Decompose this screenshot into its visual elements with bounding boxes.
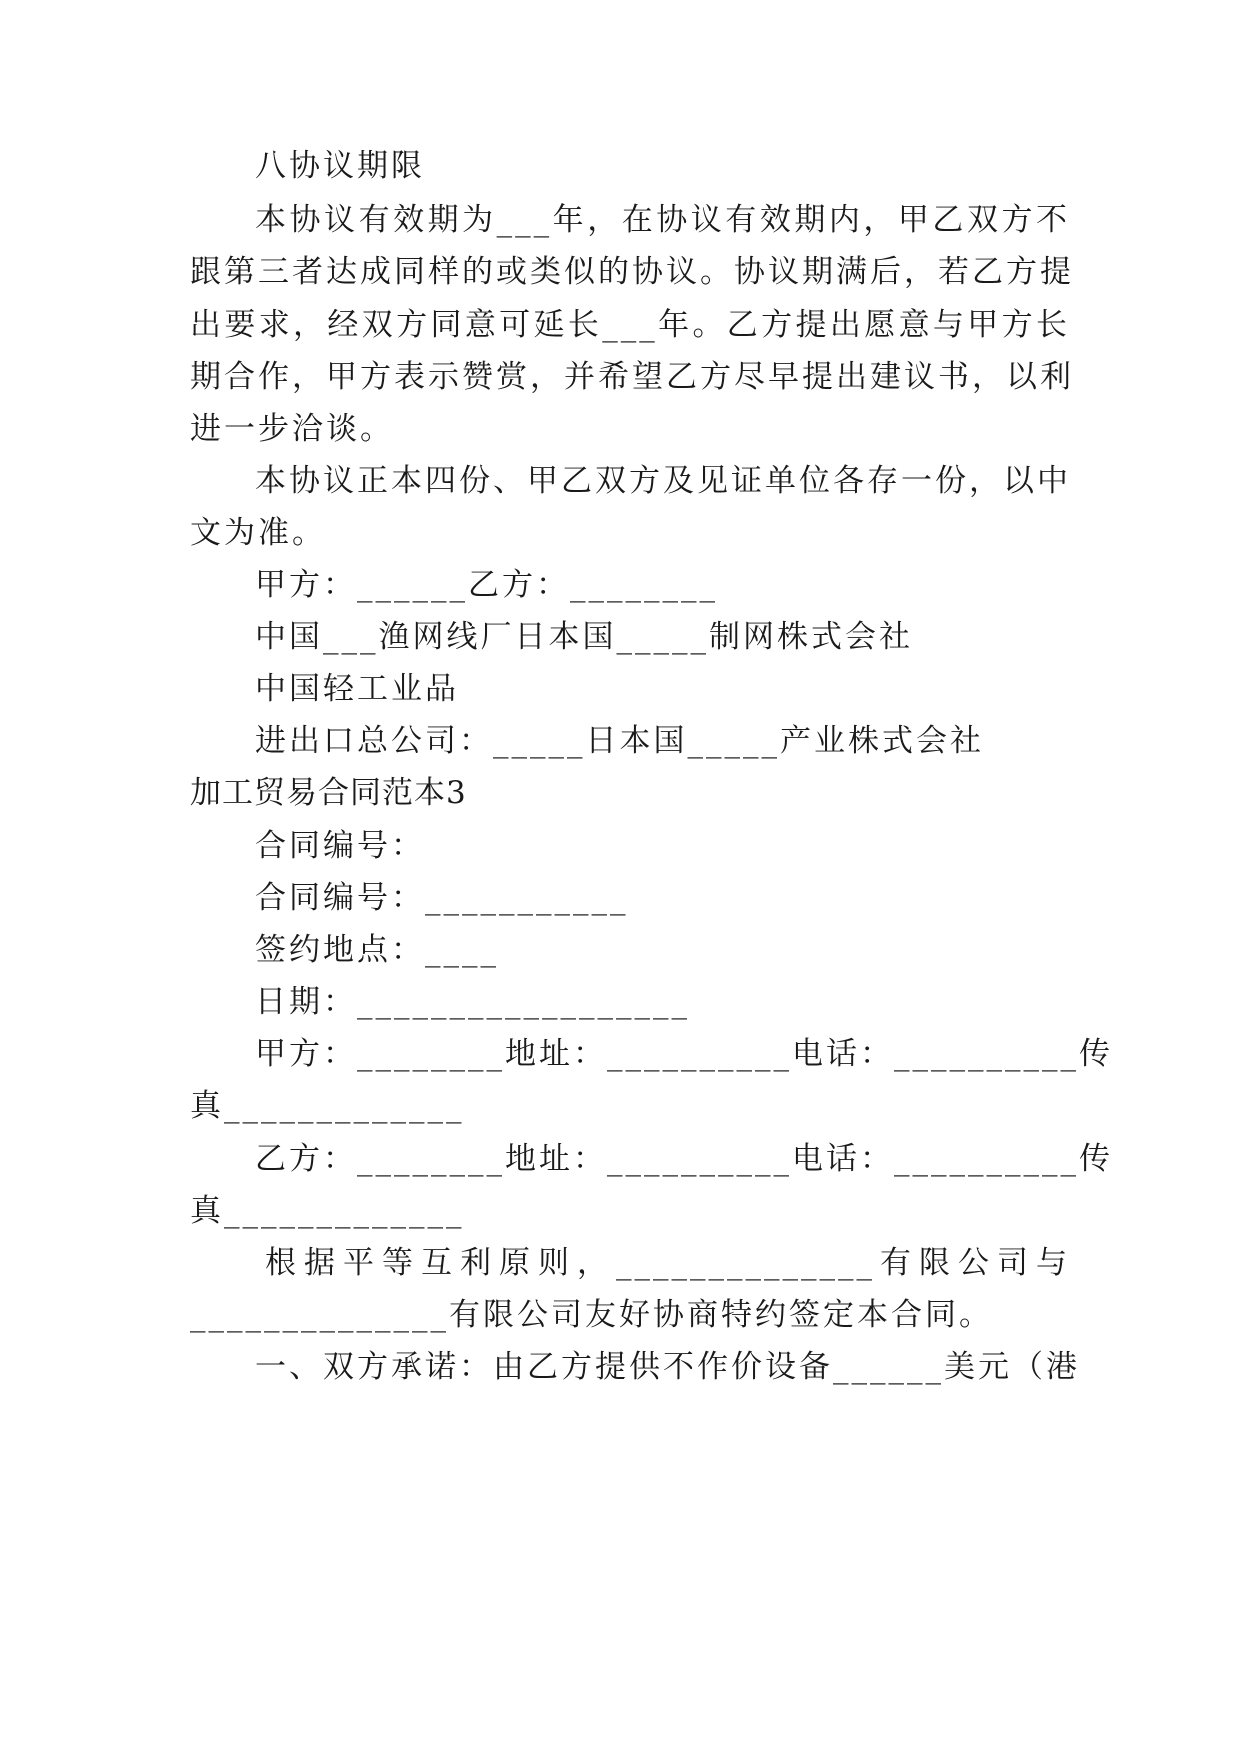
paragraph-line: 进一步洽谈。	[190, 411, 394, 447]
signature-line: 中国___渔网线厂日本国_____制网株式会社	[255, 619, 913, 655]
party-b-line: 乙方：________地址：__________电话：__________传	[255, 1141, 1113, 1177]
section-eight-title: 八协议期限	[255, 148, 425, 184]
paragraph-line: ______________有限公司友好协商特约签定本合同。	[190, 1297, 993, 1333]
paragraph-line: 文为准。	[190, 515, 326, 551]
field-line: 合同编号：___________	[255, 880, 629, 916]
signature-line: 进出口总公司：_____日本国_____产业株式会社	[255, 723, 984, 759]
field-line: 日期：__________________	[255, 984, 690, 1020]
paragraph-line: 期合作，甲方表示赞赏，并希望乙方尽早提出建议书，以利	[190, 359, 1074, 395]
paragraph-line: 出要求，经双方同意可延长___年。乙方提出愿意与甲方长	[190, 307, 1070, 343]
field-line: 合同编号：	[255, 828, 425, 864]
contract-title: 加工贸易合同范本3	[190, 775, 467, 811]
paragraph-line: 根据平等互利原则，______________有限公司与	[265, 1245, 1070, 1281]
field-line: 签约地点：____	[255, 932, 499, 968]
paragraph-line: 本协议正本四份、甲乙双方及见证单位各存一份，以中	[255, 463, 1071, 499]
party-a-line: 真_____________	[190, 1088, 465, 1124]
signature-line: 中国轻工业品	[255, 671, 459, 707]
signature-line: 甲方：______乙方：________	[255, 567, 718, 603]
paragraph-line: 本协议有效期为___年，在协议有效期内，甲乙双方不	[255, 202, 1070, 238]
party-b-line: 真_____________	[190, 1193, 465, 1229]
party-a-line: 甲方：________地址：__________电话：__________传	[255, 1036, 1113, 1072]
paragraph-line: 跟第三者达成同样的或类似的协议。协议期满后，若乙方提	[190, 254, 1074, 290]
clause-line: 一、双方承诺：由乙方提供不作价设备______美元（港	[255, 1349, 1080, 1385]
